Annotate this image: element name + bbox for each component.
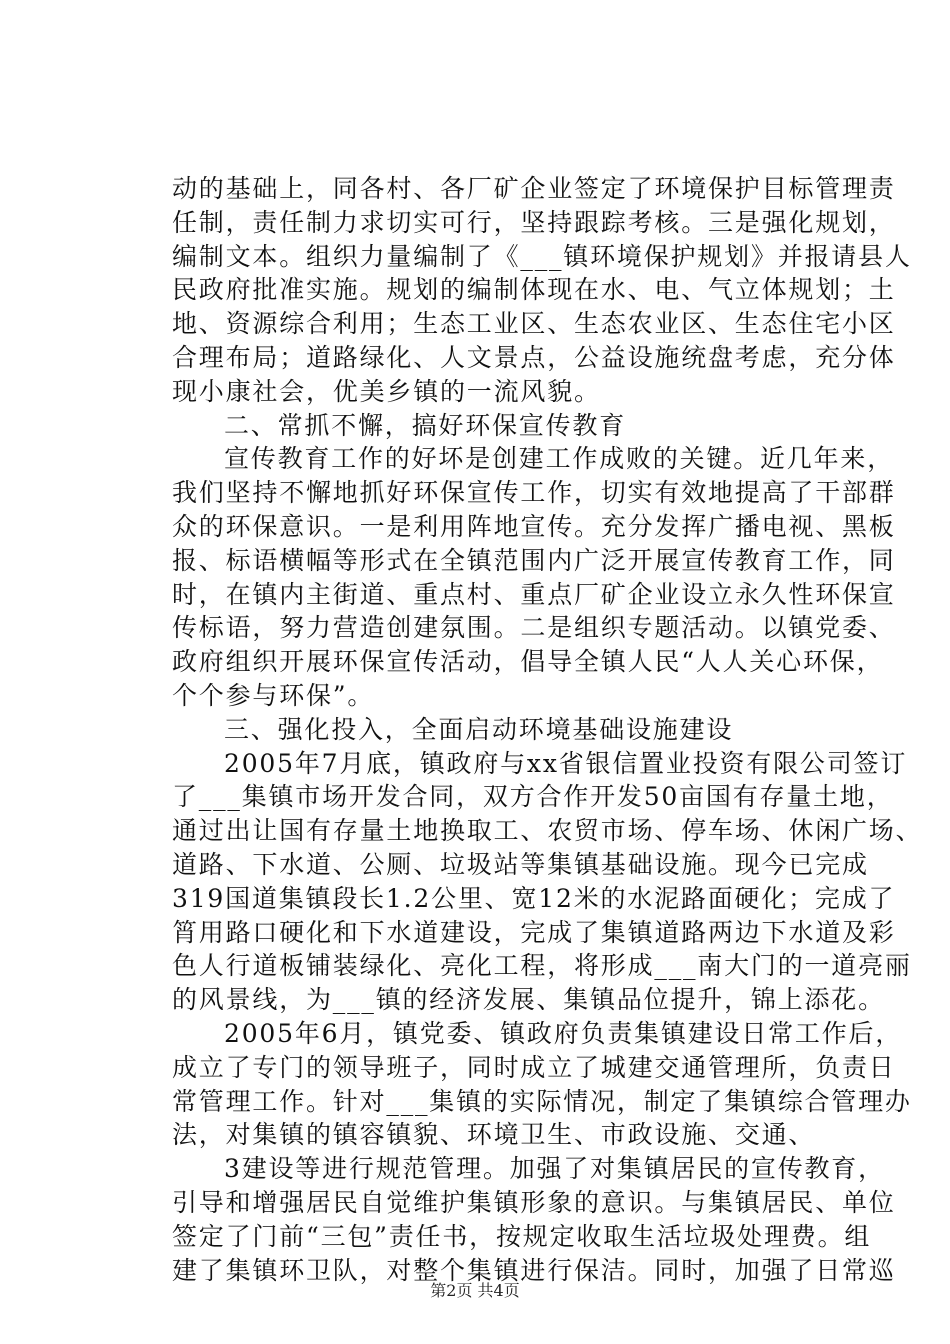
text-line: 2005年6月，镇党委、镇政府负责集镇建设日常工作后， [224, 1018, 903, 1048]
page-footer: 第2页 共4页 [430, 1281, 520, 1300]
text-line: 筲用路口硬化和下水道建设，完成了集镇道路两边下水道及彩 [172, 917, 896, 947]
text-line: 现小康社会，优美乡镇的一流风貌。 [172, 376, 601, 406]
text-line: 319国道集镇段长1.2公里、宽12米的水泥路面硬化；完成了 [172, 883, 896, 913]
text-line: 3建设等进行规范管理。加强了对集镇居民的宣传教育， [224, 1154, 885, 1184]
text-line: 编制文本。组织力量编制了《___镇环境保护规划》并报请县人 [172, 241, 912, 271]
text-line: 传标语，努力营造创建氛围。二是组织专题活动。以镇党委、 [172, 613, 896, 643]
text-line: 我们坚持不懈地抓好环保宣传工作，切实有效地提高了干部群 [172, 478, 896, 508]
text-line: 合理布局；道路绿化、人文景点，公益设施统盘考虑，充分体 [172, 342, 896, 372]
text-line: 地、资源综合利用；生态工业区、生态农业区、生态住宅小区 [172, 309, 896, 339]
text-line: 动的基础上，同各村、各厂矿企业签定了环境保护目标管理责 [172, 174, 896, 203]
text-line: 道路、下水道、公厕、垃圾站等集镇基础设施。现今已完成 [172, 849, 869, 879]
text-line: 宣传教育工作的好坏是创建工作成败的关键。近几年来， [224, 444, 895, 474]
document-body [172, 172, 923, 1287]
text-line: 常管理工作。针对___集镇的实际情况，制定了集镇综合管理办 [172, 1086, 912, 1116]
text-line: 建了集镇环卫队，对整个集镇进行保洁。同时，加强了日常巡 [172, 1255, 896, 1285]
text-line: 签定了门前“三包”责任书，按规定收取生活垃圾处理费。组 [172, 1221, 872, 1251]
text-line: 任制，责任制力求切实可行，坚持跟踪考核。三是强化规划， [172, 207, 896, 237]
text-line: 个个参与环保”。 [172, 680, 375, 710]
text-line: 了___集镇市场开发合同，双方合作开发50亩国有存量土地， [172, 782, 894, 812]
text-line: 报、标语横幅等形式在全镇范围内广泛开展宣传教育工作，同 [172, 545, 896, 575]
text-line: 三、强化投入，全面启动环境基础设施建设 [224, 714, 734, 744]
text-line: 民政府批准实施。规划的编制体现在水、电、气立体规划；土 [172, 275, 896, 305]
text-line: 色人行道板铺装绿化、亮化工程，将形成___南大门的一道亮丽 [172, 951, 912, 981]
text-line: 众的环保意识。一是利用阵地宣传。充分发挥广播电视、黑板 [172, 511, 896, 541]
text-line: 2005年7月底，镇政府与xx省银信置业投资有限公司签订 [224, 748, 908, 778]
text-line: 通过出让国有存量土地换取工、农贸市场、停车场、休闲广场、 [172, 816, 923, 846]
text-line: 政府组织开展环保宣传活动，倡导全镇人民“人人关心环保， [172, 647, 884, 677]
text-line: 时，在镇内主街道、重点村、重点厂矿企业设立永久性环保宣 [172, 579, 896, 609]
text-line: 二、常抓不懈，搞好环保宣传教育 [224, 410, 627, 440]
text-line: 成立了专门的领导班子，同时成立了城建交通管理所，负责日 [172, 1052, 896, 1082]
text-line: 法，对集镇的镇容镇貌、环境卫生、市政设施、交通、 [172, 1120, 816, 1150]
text-line: 引导和增强居民自觉维护集镇形象的意识。与集镇居民、单位 [172, 1187, 896, 1217]
text-line: 的风景线，为___镇的经济发展、集镇品位提升，锦上添花。 [172, 985, 885, 1015]
